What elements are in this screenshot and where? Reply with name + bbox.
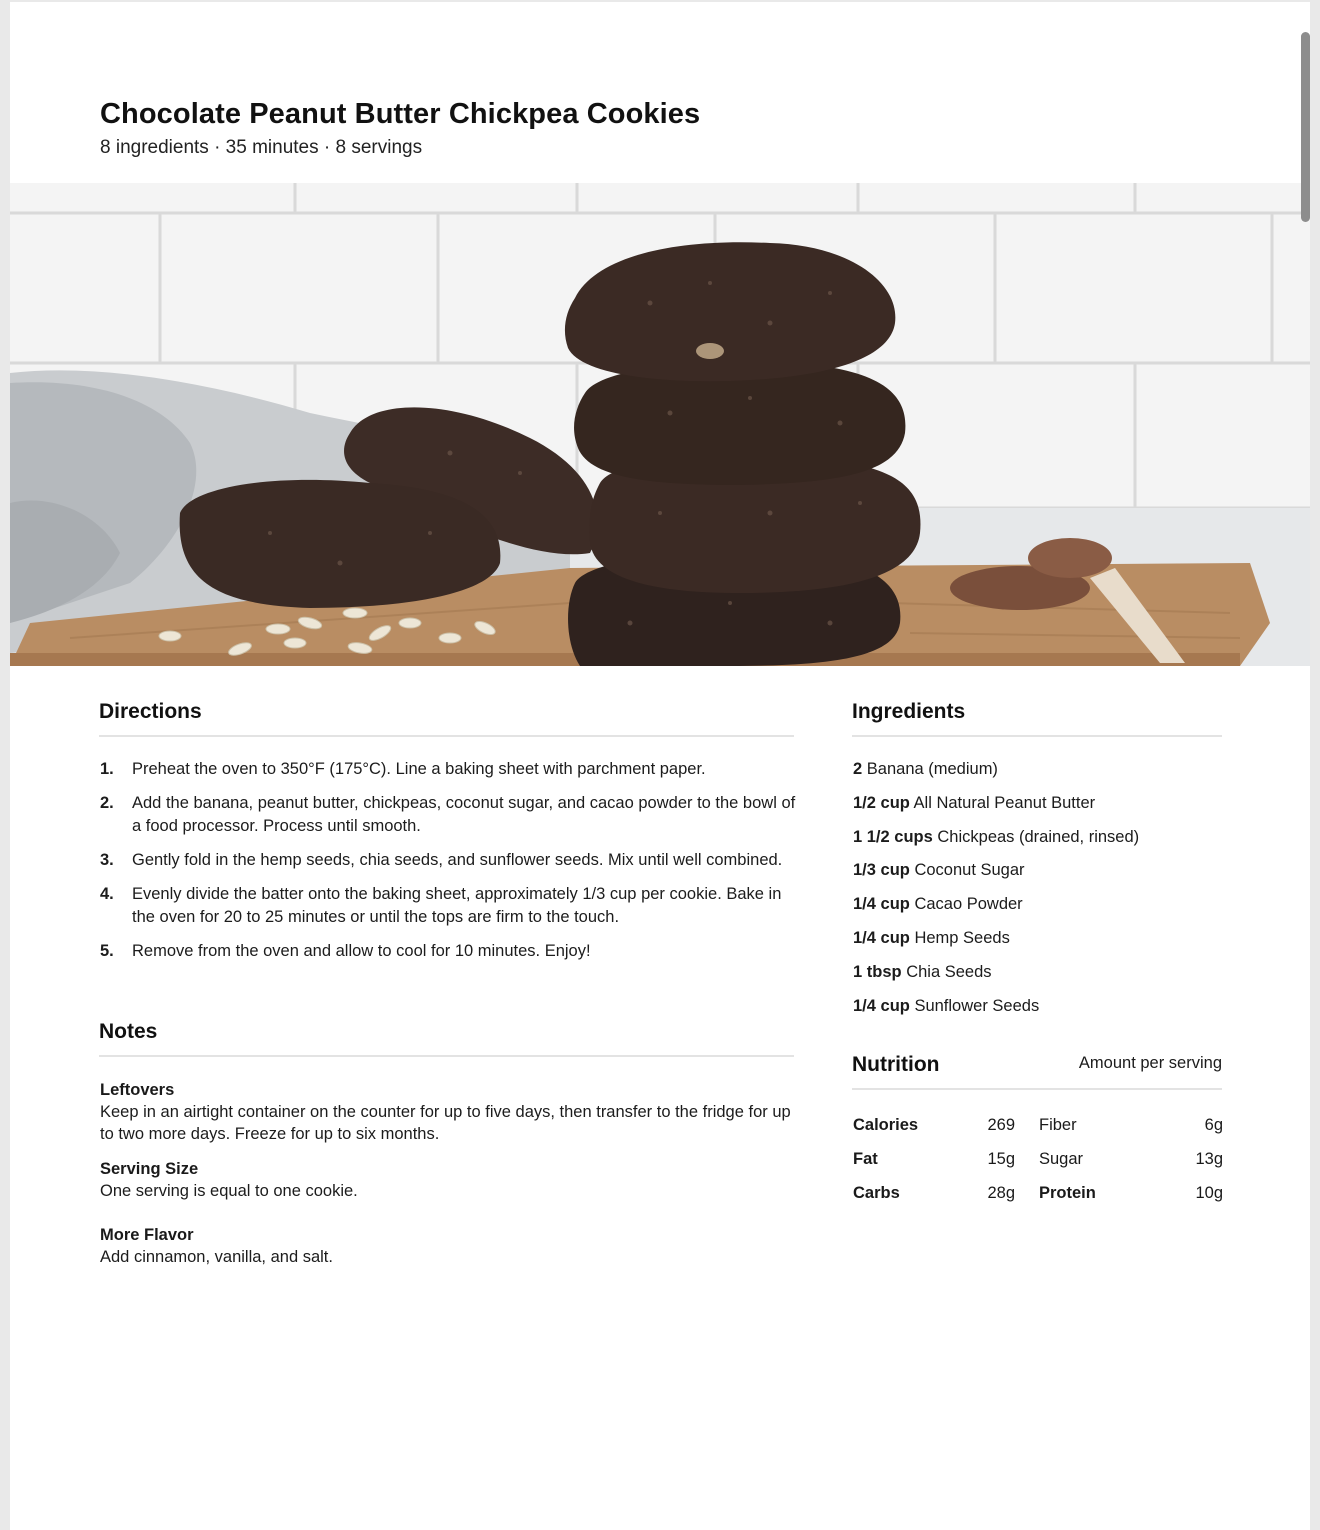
hero-image	[10, 183, 1310, 666]
directions-divider	[99, 735, 794, 737]
direction-step: 1. Preheat the oven to 350°F (175°C). Line a baking sheet with parchment paper.	[100, 760, 706, 778]
nutrient-value: 269	[987, 1115, 1015, 1134]
ingredient-item: 1 1/2 cups Chickpeas (drained, rinsed)	[853, 827, 1140, 846]
directions-list	[100, 758, 800, 974]
ingredient-item: 1/4 cup Cacao Powder	[853, 895, 1023, 914]
ingredient-item: 2 Banana (medium)	[853, 760, 998, 778]
ingredient-item: 1/2 cup All Natural Peanut Butter	[853, 793, 1096, 812]
notes-heading: Notes	[99, 1020, 158, 1043]
nutrition-table	[853, 1108, 1223, 1210]
nutrient-value: 28g	[987, 1183, 1015, 1202]
nutrient-label: Protein	[1039, 1183, 1096, 1202]
vertical-scrollbar[interactable]	[1301, 32, 1310, 222]
ingredient-item: 1/4 cup Sunflower Seeds	[853, 996, 1040, 1015]
ingredient-item: 1/4 cup Hemp Seeds	[853, 928, 1010, 947]
directions-heading: Directions	[99, 700, 202, 723]
ingredients-divider	[852, 735, 1222, 737]
nutrient-label: Calories	[853, 1115, 919, 1134]
direction-step: 2. Add the banana, peanut butter, chickpeas, coconut sugar, and cacao powder to the bowl of a food processor. Process until smooth.	[100, 794, 796, 835]
ingredient-item: 1/3 cup Coconut Sugar	[853, 861, 1025, 880]
nutrition-row	[853, 1142, 1223, 1176]
nutrition-per-serving: Amount per serving	[1078, 1054, 1222, 1072]
direction-step: 5. Remove from the oven and allow to cool for 10 minutes. Enjoy!	[100, 942, 591, 960]
note-title: Serving Size	[100, 1160, 199, 1178]
direction-step: 3. Gently fold in the hemp seeds, chia seeds, and sunflower seeds. Mix until well combined.	[100, 851, 783, 869]
ingredients-list	[853, 758, 1233, 1028]
nutrition-heading: Nutrition	[852, 1053, 940, 1076]
note-body: Add cinnamon, vanilla, and salt.	[100, 1248, 333, 1266]
nutrient-value: 6g	[1204, 1115, 1223, 1134]
direction-step: 4. Evenly divide the batter onto the baking sheet, approximately 1/3 cup per cookie. Bake in the oven for 20 to 25 minutes or until the tops are firm to the touch.	[100, 885, 782, 926]
note-title: Leftovers	[100, 1081, 175, 1099]
ingredient-item: 1 tbsp Chia Seeds	[853, 962, 992, 981]
nutrient-label: Sugar	[1039, 1149, 1084, 1168]
recipe-title: Chocolate Peanut Butter Chickpea Cookies	[100, 98, 701, 130]
note-serving-size	[100, 1158, 800, 1202]
nutrition-divider	[852, 1088, 1222, 1090]
note-body: Keep in an airtight container on the counter for up to five days, then transfer to the fridge for up to two more days. Freeze for up to six months.	[100, 1103, 791, 1143]
note-leftovers	[100, 1079, 800, 1145]
nutrient-value: 15g	[987, 1149, 1015, 1168]
nutrient-label: Carbs	[853, 1183, 900, 1202]
nutrition-row	[853, 1176, 1223, 1210]
nutrition-row	[853, 1108, 1223, 1142]
nutrient-label: Fat	[853, 1149, 878, 1168]
recipe-meta: 8 ingredients · 35 minutes · 8 servings	[100, 137, 423, 158]
note-body: One serving is equal to one cookie.	[100, 1182, 358, 1200]
recipe-page	[10, 2, 1310, 1530]
note-title: More Flavor	[100, 1226, 194, 1244]
ingredients-heading: Ingredients	[852, 700, 966, 723]
notes-divider	[99, 1055, 794, 1057]
nutrient-value: 13g	[1195, 1149, 1223, 1168]
nutrient-value: 10g	[1195, 1183, 1223, 1202]
nutrient-label: Fiber	[1039, 1115, 1077, 1134]
note-more-flavor	[100, 1224, 800, 1268]
